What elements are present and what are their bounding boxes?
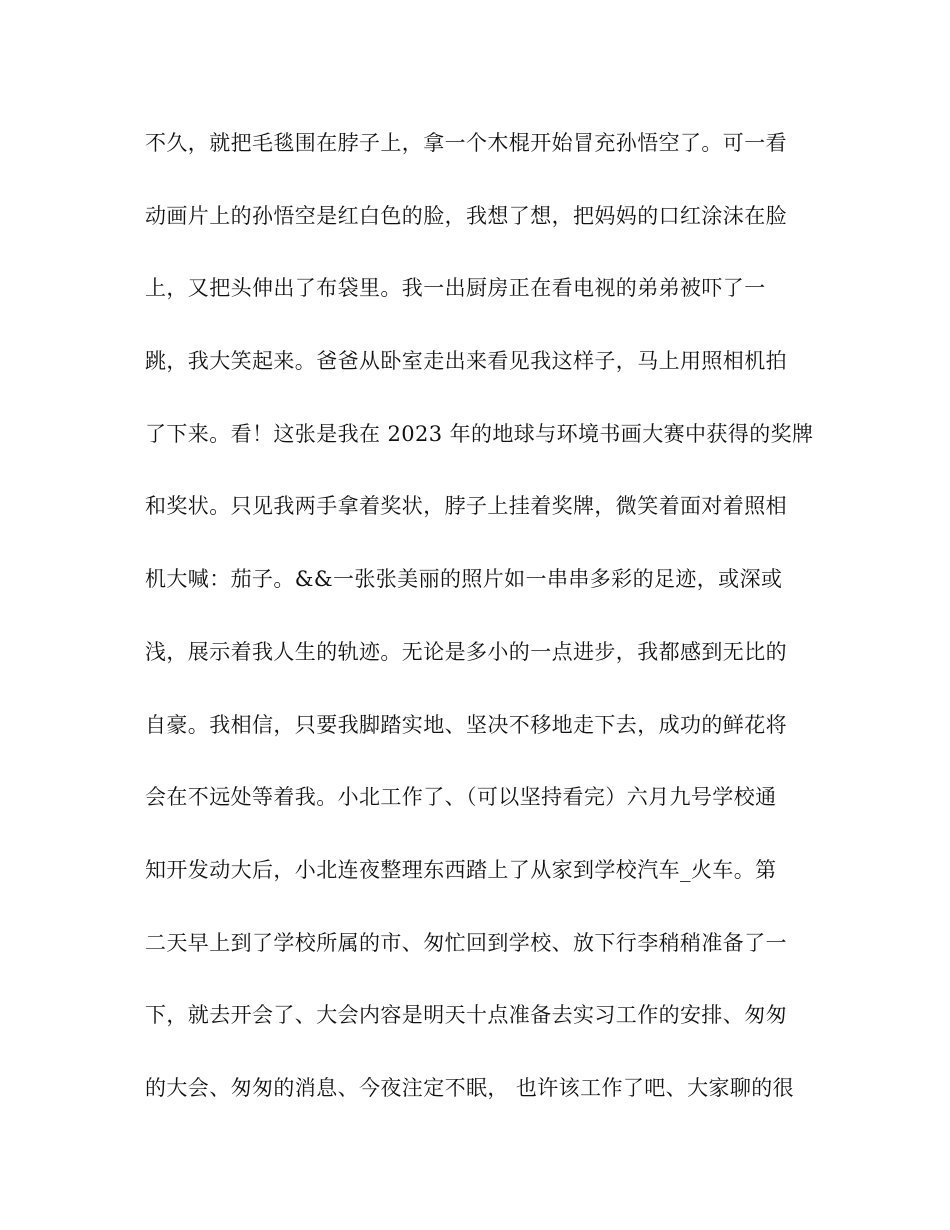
text-line: 上，又把头伸出了布袋里。我一出厨房正在看电视的弟弟被吓了一 [145, 276, 766, 301]
text-line: 不久，就把毛毯围在脖子上，拿一个木棍开始冒充孙悟空了。可一看 [145, 131, 787, 155]
text-line: 机大喊：茄子。&&一张张美丽的照片如一串串多彩的足迹，或深或 [145, 567, 783, 592]
text-line: 下，就去开会了、大会内容是明天十点准备去实习工作的安排、匆匆 [145, 1003, 787, 1028]
body-text [145, 126, 835, 1144]
text-line: 自豪。我相信，只要我脚踏实地、坚决不移地走下去，成功的鲜花将 [145, 712, 787, 737]
text-line: 浅，展示着我人生的轨迹。无论是多小的一点进步，我都感到无比的 [145, 639, 787, 664]
text-line: 的大会、匆匆的消息、今夜注定不眠， 也许该工作了吧、大家聊的很 [145, 1075, 795, 1100]
text-line: 二天早上到了学校所属的市、匆忙回到学校、放下行李稍稍准备了一 [145, 930, 787, 955]
text-line: 跳，我大笑起来。爸爸从卧室走出来看见我这样子，马上用照相机拍 [145, 349, 787, 374]
text-line: 和奖状。只见我两手拿着奖状，脖子上挂着奖牌，微笑着面对着照相 [145, 494, 787, 519]
text-line: 知开发动大后，小北连夜整理东西踏上了从家到学校汽车_火车。第 [145, 857, 777, 882]
text-line: 了下来。看！这张是我在 2023 年的地球与环境书画大赛中获得的奖牌 [145, 421, 814, 446]
text-line: 会在不远处等着我。小北工作了、（可以坚持看完）六月九号学校通 [145, 785, 777, 810]
text-line: 动画片上的孙悟空是红白色的脸，我想了想，把妈妈的口红涂沫在脸 [145, 203, 787, 228]
